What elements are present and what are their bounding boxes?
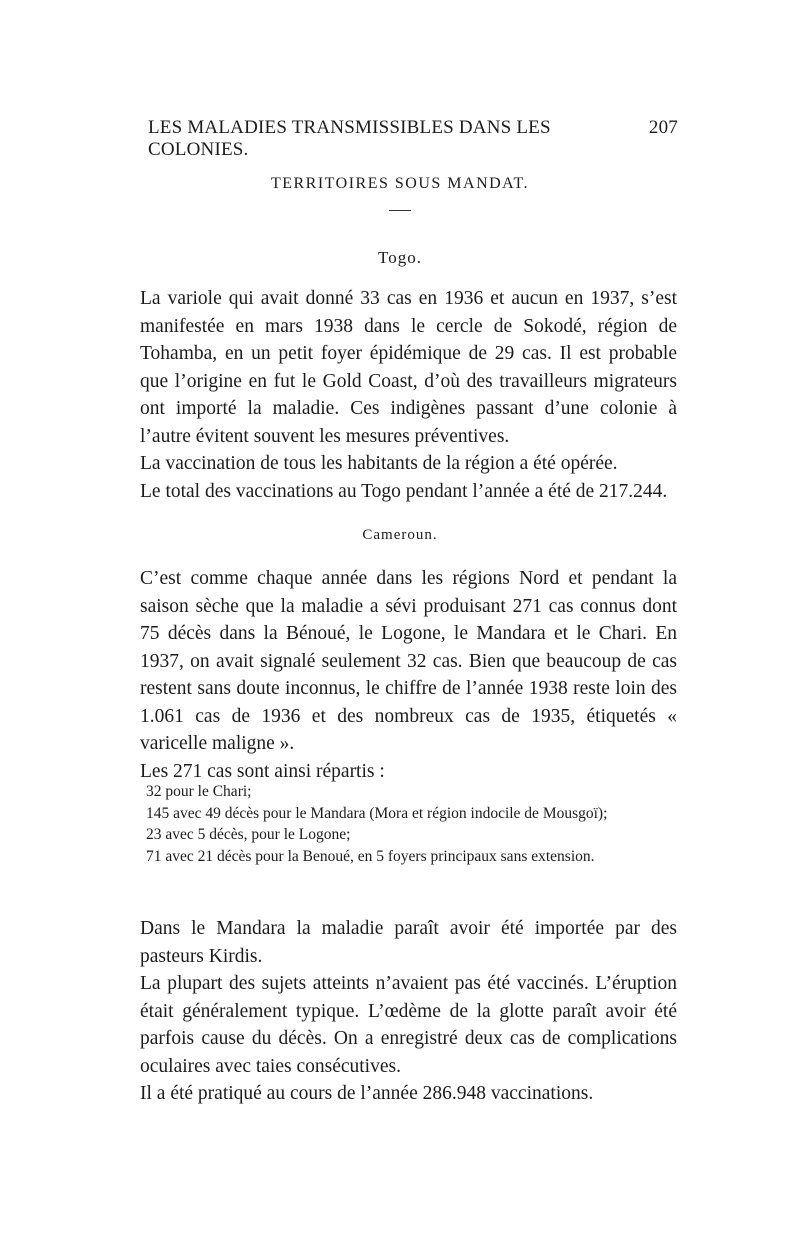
running-header [148,117,678,161]
section-rule [389,210,411,211]
cameroun-paragraph-1: C’est comme chaque année dans les régions Nord et pendant la saison sèche que la maladie a sévi produisant 271 cas connus dont 75 décès dans la Bénoué, le Logone, le Mandara et le Chari. En 1937, on avait signalé seulement 32 cas. Bien que beaucoup de cas restent sans doute inconnus, le chiffre de l’année 1938 reste loin des 1.061 cas de 1936 et des nombreux cas de 1935, étiquetés « varicelle maligne ». [140,568,677,754]
togo-paragraph-2: La vaccination de tous les habitants de la région a été opérée. [140,453,618,474]
closing-paragraph-1: Dans le Mandara la maladie paraît avoir été importée par des pasteurs Kirdis. [140,918,677,967]
page-number: 207 [648,117,678,138]
case-breakdown-list [146,781,677,867]
closing-paragraph-2: La plupart des sujets atteints n’avaient pas été vaccinés. L’éruption était généralement typique. L’œdème de la glotte paraît avoir été parfois cause du décès. On a enregistré deux cas de complications oculaires avec taies consécutives. [140,973,677,1077]
togo-paragraph-3: Le total des vaccinations au Togo pendant l’année a été de 217.244. [140,480,668,502]
cameroun-paragraph-2: Les 271 cas sont ainsi répartis : [140,760,385,782]
cameroun-text [140,565,677,785]
closing-paragraph-3: Il a été pratiqué au cours de l’année 286.948 vaccinations. [140,1083,594,1104]
togo-text [140,285,677,505]
running-title: LES MALADIES TRANSMISSIBLES DANS LES COLONIES. [148,117,551,160]
list-item: 23 avec 5 décès, pour le Logone; [146,826,351,843]
list-item: 145 avec 49 décès pour le Mandara (Mora et région indocile de Mousgoï); [146,804,608,822]
list-item: 71 avec 21 décès pour la Benoué, en 5 foyers principaux sans extension. [146,847,595,865]
cameroun-heading: Cameroun. [362,527,438,543]
togo-heading: Togo. [378,248,422,267]
cameroun-closing-text [140,915,677,1108]
togo-paragraph-1: La variole qui avait donné 33 cas en 1936 et aucun en 1937, s’est manifestée en mars 1938 dans le cercle de Sokodé, région de Tohamba, en un petit foyer épidémique de 29 cas. Il est probable que l’origine en fut le Gold Coast, d’où des travailleurs migrateurs ont importé la maladie. Ces indigènes passant d’une colonie à l’autre évitent souvent les mesures préventives. [140,288,677,447]
list-item: 32 pour le Chari; [146,783,252,800]
section-title: TERRITOIRES SOUS MANDAT. [270,175,530,192]
